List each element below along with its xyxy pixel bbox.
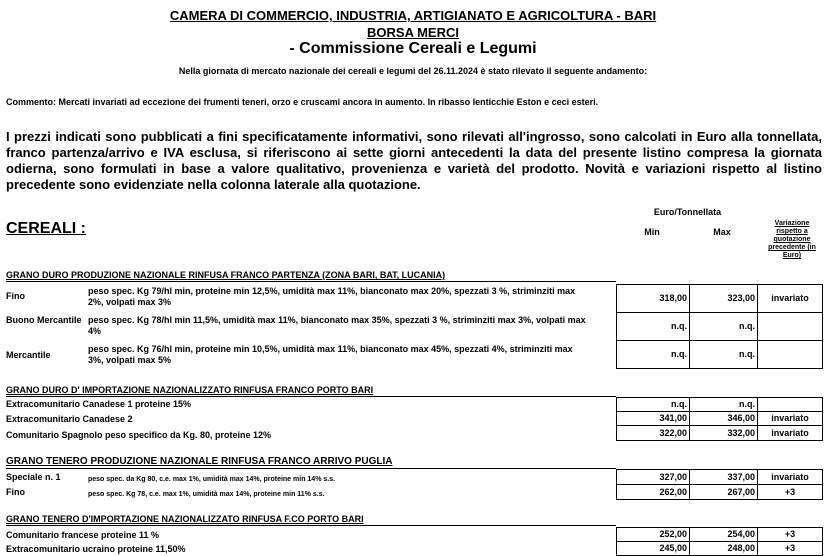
min-price-cell: 252,00 — [616, 527, 690, 542]
max-price-cell: 337,00 — [689, 469, 758, 485]
row-name: Speciale n. 1 — [6, 472, 61, 482]
row-name: Fino — [6, 487, 25, 497]
row-name: Comunitario Spagnolo peso specifico da Kg. 80, proteine 12% — [6, 430, 272, 440]
variation-cell — [757, 340, 823, 369]
min-price-cell: 341,00 — [616, 411, 690, 426]
variation-cell: invariato — [757, 425, 823, 441]
section-title: GRANO TENERO PRODUZIONE NAZIONALE RINFUSA FRANCO ARRIVO PUGLIA — [6, 456, 393, 467]
section-title: GRANO TENERO D'IMPORTAZIONE NAZIONALIZZATO RINFUSA F.CO PORTO BARI — [6, 514, 364, 524]
section-title: GRANO DURO PRODUZIONE NAZIONALE RINFUSA FRANCO PARTENZA (ZONA BARI, BAT, LUCANIA) — [6, 270, 446, 280]
row-name: Extracomunitario Canadese 2 — [6, 414, 133, 424]
market-day-note: Nella giornata di mercato nazionale dei cereali e legumi del 26.11.2024 è stato rilevato il seguente andamento: — [178, 66, 648, 76]
section-title: GRANO DURO D' IMPORTAZIONE NAZIONALIZZATO RINFUSA FRANCO PORTO BARI — [6, 385, 374, 395]
variation-cell — [757, 312, 823, 341]
max-price-cell: 248,00 — [689, 541, 758, 556]
row-name: Extracomunitario Canadese 1 proteine 15% — [6, 399, 192, 409]
row-description: peso spec. Kg 78/hl min 11,5%, umidità max 11%, bianconato max 35%, spezzati 3 %, striminziti max 3%, volpati max 4% — [88, 315, 586, 336]
variation-column-header: Variazione rispetto a quotazione precedente (in Euro) — [768, 220, 816, 259]
min-price-cell: 318,00 — [616, 284, 690, 313]
row-name: Buono Mercantile — [6, 315, 82, 325]
variation-cell: invariato — [757, 284, 823, 313]
variation-cell: invariato — [757, 469, 823, 485]
max-price-cell: n.q. — [689, 340, 758, 369]
max-price-cell: 254,00 — [689, 527, 758, 542]
row-description: peso spec. Kg 79/hl min, proteine min 12,5%, umidità max 11%, bianconato max 20%, spezzati 3 %, striminziti max 2%, volpati max 3% — [88, 286, 576, 307]
min-price-cell: 327,00 — [616, 469, 690, 485]
exchange-title: BORSA MERCI — [367, 25, 459, 40]
min-price-cell: 322,00 — [616, 425, 690, 441]
row-name: Fino — [6, 291, 25, 301]
min-price-cell: 262,00 — [616, 484, 690, 500]
max-price-cell: n.q. — [689, 312, 758, 341]
row-description: peso spec. Kg 78, c.e. max 1%, umidità max 14%, proteine min 11% s.s. — [88, 491, 325, 498]
row-name: Extracomunitario ucraino proteine 11,50% — [6, 544, 186, 554]
min-price-cell: n.q. — [616, 340, 690, 369]
unit-label: Euro/Tonnellata — [653, 207, 722, 217]
min-price-cell: n.q. — [616, 397, 690, 412]
chamber-title: CAMERA DI COMMERCIO, INDUSTRIA, ARTIGIANATO E AGRICOLTURA - BARI — [169, 8, 657, 23]
market-comment: Commento: Mercati invariati ad eccezione dei frumenti teneri, orzo e cruscami ancora in aumento. In ribasso lenticchie Eston e ceci esteri. — [6, 97, 599, 107]
min-price-cell: n.q. — [616, 312, 690, 341]
max-price-cell: n.q. — [689, 397, 758, 412]
variation-cell: invariato — [757, 411, 823, 426]
row-name: Comunitario francese proteine 11 % — [6, 530, 160, 540]
max-column-header: Max — [713, 227, 731, 237]
row-description: peso spec. da Kg 80, c.e. max 1%, umidità max 14%, proteine min 14% s.s. — [88, 476, 336, 483]
variation-cell — [757, 397, 823, 412]
row-description: peso spec. Kg 76/hl min, proteine min 10,5%, umidità max 11%, bianconato max 45%, spezzati 4%, striminziti max 3%, volpati max 5% — [88, 344, 573, 365]
price-disclaimer: I prezzi indicati sono pubblicati a fini specificatamente informativi, sono rilevati all'ingrosso, sono calcolati in Euro alla tonnellata, franco partenza/arrivo e IVA esclusa, si riferiscono ai sette giorni antecedenti la data del presente listino compresa la giornata odierna, sono formulati in base a valore qualitativo, provenienza e varietà del prodotto. Novità e variazioni rispetto al listino precedente sono evidenziate nella colonna laterale alla quotazione. — [6, 129, 822, 192]
row-name: Mercantile — [6, 350, 51, 360]
max-price-cell: 346,00 — [689, 411, 758, 426]
max-price-cell: 332,00 — [689, 425, 758, 441]
max-price-cell: 267,00 — [689, 484, 758, 500]
min-price-cell: 245,00 — [616, 541, 690, 556]
variation-cell: +3 — [757, 527, 823, 542]
min-column-header: Min — [644, 227, 660, 237]
category-heading: CEREALI : — [6, 220, 86, 237]
commission-title: - Commissione Cereali e Legumi — [289, 40, 537, 57]
variation-cell: +3 — [757, 484, 823, 500]
variation-cell: +3 — [757, 541, 823, 556]
max-price-cell: 323,00 — [689, 284, 758, 313]
